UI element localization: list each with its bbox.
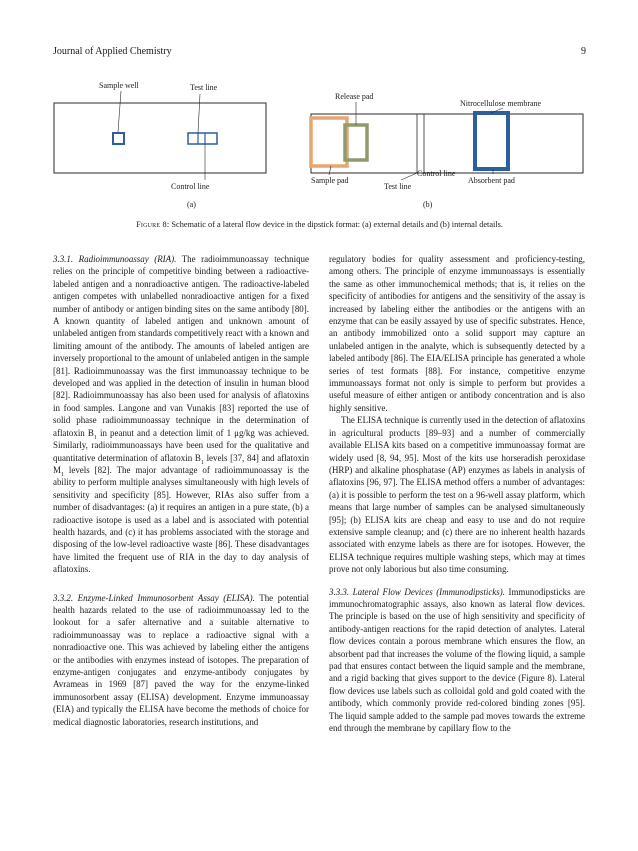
label-control-line-a: Control line xyxy=(171,182,210,191)
elisa-text-1: The potential health hazards related to the use of radioimmunoassay led to the lookout for a safer alternative and a suitable alternative to radioimmunoassay was to replace a radioactive signal with a nonradioactive one. This was achieved by labeling either the antigens or the antibodies with enzymes instead of isotopes. The preparation of enzyme-antigen conjugates and enzyme-antibody conjugates by Avrameas in 1969 [87] paved the way for the enzyme-linked immunosorbent assay (ELISA) development. Enzyme immunoassay (EIA) and typically the ELISA have become the methods of choice for medical diagnostic laboratories, research institutions, and xyxy=(53,592,309,727)
label-test-line-a: Test line xyxy=(190,83,218,92)
right-column xyxy=(329,253,585,734)
ria-sub-2: 1 xyxy=(200,459,204,466)
ria-sub-1: 1 xyxy=(93,434,97,441)
figure-8 xyxy=(53,70,586,218)
label-panel-b: (b) xyxy=(423,200,433,209)
label-release-pad: Release pad xyxy=(335,92,374,101)
lateral-flow-schematic xyxy=(53,70,586,218)
lateral-flow-text: Immunodipsticks are immunochromatographic assays, also known as lateral flow devices. The principle is based on the use of high sensitivity and specificity of antibody-antigen reactions for the rapid detection of analytes. Lateral flow devices contain a porous membrane which ensures the flow, an absorbent pad that increases the volume of the flowing liquid, a sample pad that ensures contact between the liquid sample and the membrane, and a rigid backing that gives support to the device (Figure 8). Lateral flow devices use labels such as colloidal gold and gold coated with the antibody, which commonly provide red-colored binding zones [95]. The liquid sample added to the sample pad moves towards the extreme end through the membrane by capillary flow to the xyxy=(329,586,586,734)
label-control-line-b: Control line xyxy=(417,169,456,178)
journal-title: Journal of Applied Chemistry xyxy=(53,46,172,57)
label-nitrocellulose: Nitrocellulose membrane xyxy=(460,99,542,108)
ria-sub-3: 1 xyxy=(60,471,64,478)
ria-text-1: The radioimmunoassay technique relies on the principle of competitive binding between a radioactive-labeled antigen and a nonradioactive antigen. The radioactive-labeled antigen competes with unlabelled nonradioactive antigen for a fixed number of antibody or antigen binding sites on the same antibody [80]. A known quantity of labeled antigen and unknown amount of unlabeled antigen from standards competitively react with a known and limiting amount of the antibody. The amounts of labeled antigen are inversely proportional to the amount of unlabeled antigen in the sample [81]. Radioimmunoassay was the first immunoassay technique to be developed and was applied in the detection of insulin in human blood [82]. Radioimmunoassay has also been used for analysis of aflatoxins in food samples. Langone and van Vunakis [83] reported the use of solid phase radioimmunoassay technique in the determination of aflatoxin B xyxy=(53,254,309,438)
caption-label: Figure 8: xyxy=(136,220,170,229)
leader-test-line-b xyxy=(401,173,417,180)
ria-text-4: levels [82]. The major advantage of radioimmunoassay is the ability to perform multiple analyses simultaneously with high levels of sensitivity and specificity [85]. However, RIAs also suffer from a number of disadvantages: (a) it requires an antigen in a pure state, (b) a radioactive isotope is used as a label and is associated with potential health hazards, and (c) it has problems associated with the storage and disposing of the low-level radioactive waste [86]. These disadvantages have limited the frequent use of RIA in the day to day analysis of aflatoxins. xyxy=(53,464,309,575)
heading-lateral-flow: 3.3.3. Lateral Flow Devices (Immunodipsticks). xyxy=(329,586,505,597)
section-3-3-1 xyxy=(53,253,309,576)
caption-text: Schematic of a lateral flow device in the dipstick format: (a) external details and (b) internal details. xyxy=(169,220,503,229)
section-3-3-3 xyxy=(329,586,585,735)
label-absorbent-pad: Absorbent pad xyxy=(468,176,515,185)
section-3-3-2 xyxy=(53,592,309,728)
heading-elisa: 3.3.2. Enzyme-Linked Immunosorbent Assay (ELISA). xyxy=(53,592,255,603)
label-sample-well: Sample well xyxy=(99,81,139,90)
label-test-line-b: Test line xyxy=(384,182,412,191)
strip-b-outline xyxy=(311,114,583,173)
left-column xyxy=(53,253,309,728)
label-sample-pad: Sample pad xyxy=(311,176,349,185)
ria-text-3: levels [37, 84] and aflatoxin M xyxy=(53,452,309,475)
ria-text-2: in peanut and a detection limit of 1 μg/kg was achieved. Similarly, radioimmunoassays have been used for the qualitative and quantitative determination of aflatoxin B xyxy=(53,427,309,463)
label-panel-a: (a) xyxy=(187,200,196,209)
strip-a-outline xyxy=(54,103,266,173)
page-number: 9 xyxy=(581,46,586,57)
heading-ria: 3.3.1. Radioimmunoassay (RIA). xyxy=(53,254,177,264)
elisa-paragraph-2: The ELISA technique is currently used in the detection of aflatoxins in agricultural products [89–93] and a number of commercially available ELISA kits based on a competitive immunoassay format are widely used [8, 94, 95]. Most of the kits use horseradish peroxidase (HRP) and alkaline phosphatase (AP) enzymes as labels in analysis of aflatoxins [96, 97]. The ELISA method offers a number of advantages: (a) it is possible to perform the test on a 96-well assay platform, which means that large number of samples can be analysed simultaneously [95]; (b) ELISA kits are cheap and easy to use and do not require extensive sample cleanup; and (c) there are no inherent health hazards associated with enzyme labels as there are for isotopes. However, the ELISA technique requires multiple washing steps, which may at times prove not only laborious but also time consuming. xyxy=(329,415,585,575)
elisa-continued: regulatory bodies for quality assessment and proficiency-testing, among others. The principle of enzyme immunoassays is essentially the same as other immunochemical methods; that is, it relies on the specificity of antibodies for antigens and the sensitivity of the assay is increased by labeling either the antibodies or the antigens with an enzyme that can be easily assayed by use of specific substrates. Hence, an antibody immobilized onto a solid support may capture an unlabeled antigen in the analyte, which is subsequently detected by a labeled antibody [86]. The EIA/ELISA principle has generated a whole series of test formats [88]. For instance, competitive enzyme immunoassays format not only is simple to perform but provides a useful measure of either antigen or antibody concentration and is also highly sensitive. xyxy=(329,254,585,413)
figure-caption xyxy=(53,220,586,229)
